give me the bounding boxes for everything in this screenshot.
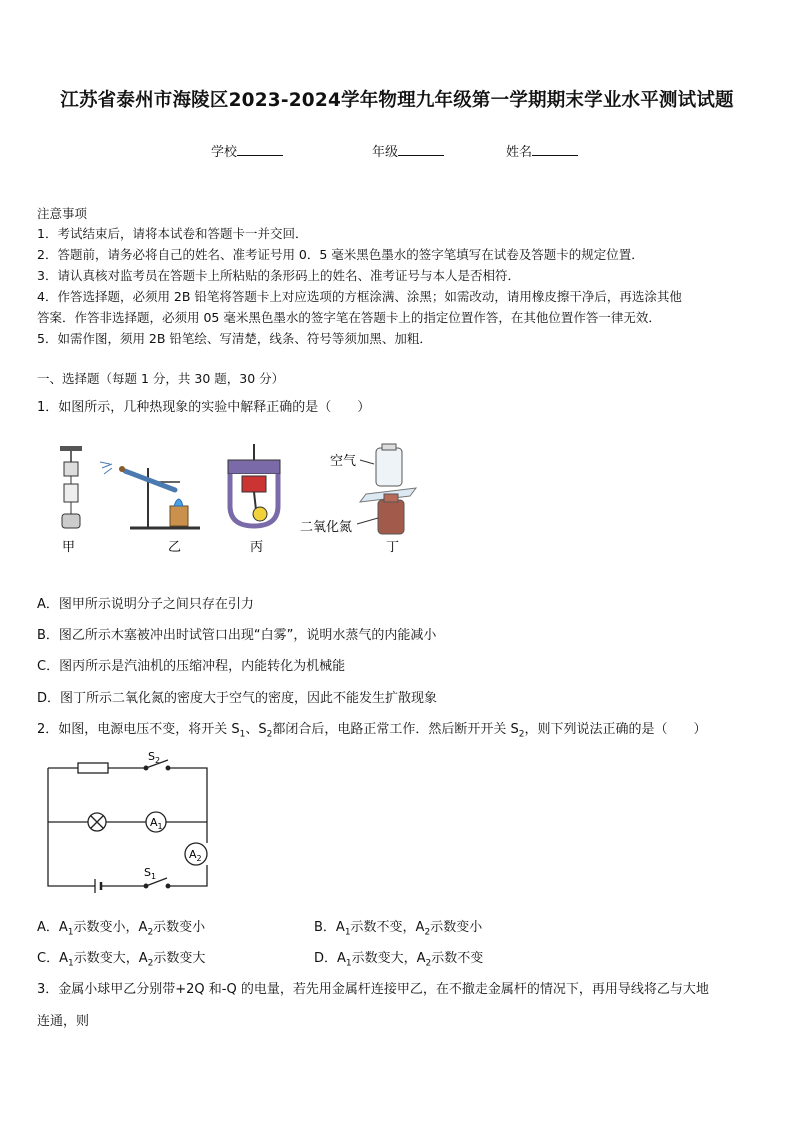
label-a1: $A_1$ (150, 816, 163, 831)
label-s1: $S_1$ (144, 866, 157, 881)
q2-stem-sub: 2 (518, 729, 525, 740)
note-item: 4．作答选择题，必须用 2B 铅笔将答题卡上对应选项的方框涂满、涂黑；如需改动，请用橡皮擦干净后，再选涂其他 (37, 289, 682, 304)
q2-option-b: B．$A_1$示数不变，$A_2$示数变小 (314, 920, 483, 938)
q2-stem-sub: 1 (239, 729, 246, 740)
name-field (506, 141, 578, 160)
q2-circuit-diagram (40, 746, 220, 896)
school-label: 学校 (211, 145, 238, 160)
name-label: 姓名 (506, 145, 533, 160)
note-item: 答案．作答非选择题，必须用 05 毫米黑色墨水的签字笔在答题卡上的指定位置作答，在其他位置作答一律无效． (37, 310, 661, 325)
name-blank (532, 143, 578, 156)
q2-option-c: C．$A_1$示数变大，$A_2$示数变大 (37, 951, 206, 969)
q1-figure (40, 438, 420, 560)
q2-option-d: D．$A_1$示数变大，$A_2$示数不变 (314, 951, 484, 969)
figure-bing (228, 444, 280, 555)
q2-stem-part: 都闭合后，电路正常工作．然后断开开关 S (272, 722, 519, 737)
q2-stem-part: ，则下列说法正确的是（ ） (524, 722, 707, 737)
q1-option-b: B．图乙所示木塞被冲出时试管口出现“白雾”，说明水蒸气的内能减小 (37, 628, 437, 643)
label-a2: $A_2$ (189, 848, 202, 863)
q1-option-c: C．图丙所示是汽油机的压缩冲程，内能转化为机械能 (37, 659, 346, 674)
school-blank (237, 143, 283, 156)
label-no2: 二氧化氮 (300, 520, 353, 535)
q2-stem-part: 、S (245, 722, 267, 737)
grade-blank (398, 143, 444, 156)
grade-field (372, 141, 444, 160)
q2-stem-sub: 2 (266, 729, 273, 740)
note-item: 3．请认真核对监考员在答题卡上所粘贴的条形码上的姓名、准考证号与本人是否相符． (37, 268, 520, 283)
label-bing: 丙 (250, 540, 264, 555)
section-heading: 一、选择题（每题 1 分，共 30 题，30 分） (37, 371, 285, 386)
note-item: 2．答题前，请务必将自己的姓名、准考证号用 0．5 毫米黑色墨水的签字笔填写在试卷及答题卡的规定位置． (37, 247, 644, 262)
q3-stem-line2: 连通，则 (37, 1014, 90, 1029)
label-ding: 丁 (386, 540, 400, 555)
q1-option-a: A．图甲所示说明分子之间只存在引力 (37, 597, 254, 612)
school-field (211, 141, 283, 160)
q2-stem-part: 2．如图，电源电压不变，将开关 S (37, 722, 240, 737)
page-title: 江苏省泰州市海陵区2023-2024学年物理九年级第一学期期末学业水平测试试题 (60, 90, 734, 111)
note-item: 1．考试结束后，请将本试卷和答题卡一并交回． (37, 226, 308, 241)
grade-label: 年级 (372, 145, 399, 160)
q1-stem: 1．如图所示，几种热现象的实验中解释正确的是（ ） (37, 400, 371, 415)
q2-stem (37, 718, 707, 740)
figure-ding (300, 444, 416, 555)
label-jia: 甲 (62, 540, 76, 555)
figure-jia (60, 446, 82, 555)
label-s2: $S_2$ (148, 750, 161, 765)
notes-heading: 注意事项 (37, 206, 88, 221)
figure-yi (100, 462, 200, 555)
label-yi: 乙 (168, 540, 182, 555)
q2-option-a: A．$A_1$示数变小，$A_2$示数变小 (37, 920, 206, 938)
q3-stem-line1: 3．金属小球甲乙分别带+2Q 和-Q 的电量，若先用金属杆连接甲乙，在不撤走金属杆的情况下，再用导线将乙与大地 (37, 982, 709, 997)
label-air: 空气 (330, 454, 357, 469)
note-item: 5．如需作图，须用 2B 铅笔绘、写清楚，线条、符号等须加黑、加粗． (37, 331, 432, 346)
q1-option-d: D．图丁所示二氧化氮的密度大于空气的密度，因此不能发生扩散现象 (37, 691, 438, 706)
